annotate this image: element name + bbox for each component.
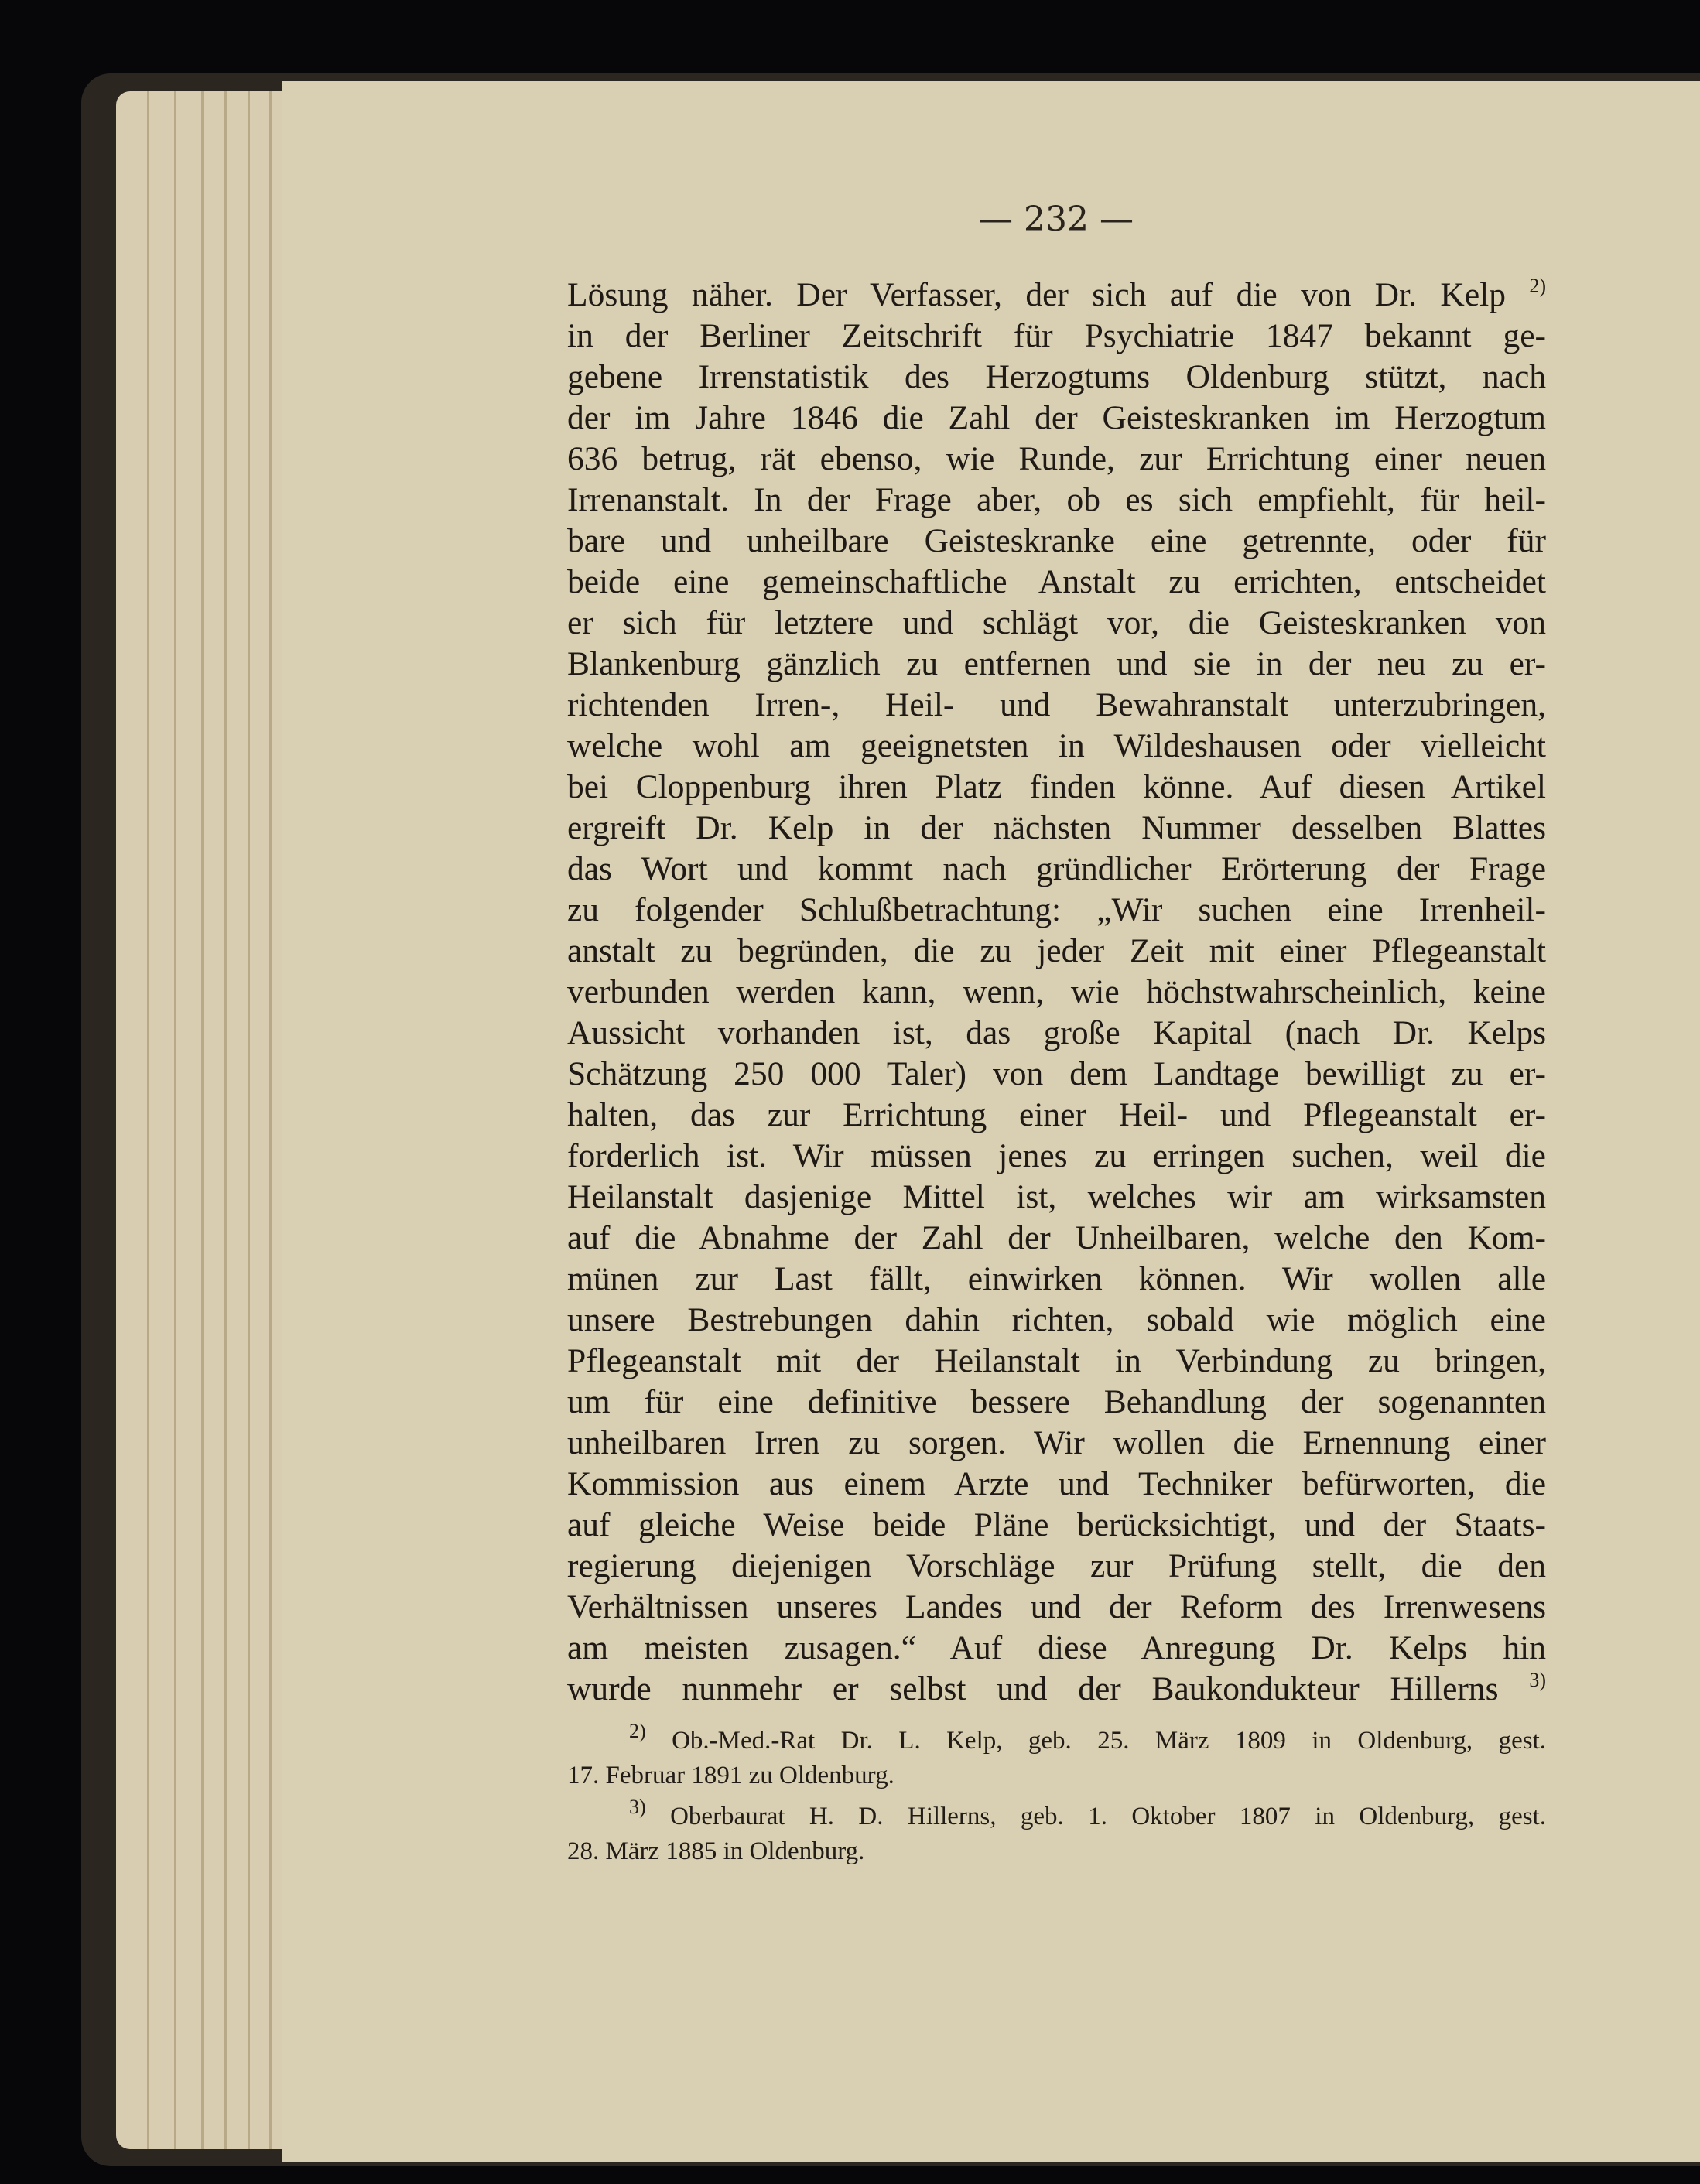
page-edge-line bbox=[174, 91, 176, 2149]
body-line: Heilanstalt dasjenige Mittel ist, welches wir am wirksamsten bbox=[567, 1178, 1546, 1215]
body-line: das Wort und kommt nach gründlicher Erörterung der Frage bbox=[567, 850, 1546, 887]
page-edge-line bbox=[147, 91, 149, 2149]
page-edge-line bbox=[224, 91, 227, 2149]
body-line: ergreift Dr. Kelp in der nächsten Nummer desselben Blattes bbox=[567, 809, 1546, 846]
body-line: beide eine gemeinschaftliche Anstalt zu errichten, entscheidet bbox=[567, 563, 1546, 600]
body-line: welche wohl am geeignetsten in Wildeshausen oder vielleicht bbox=[567, 727, 1546, 764]
body-line: verbunden werden kann, wenn, wie höchstwahrscheinlich, keine bbox=[567, 973, 1546, 1010]
body-line: Pflegeanstalt mit der Heilanstalt in Verbindung zu bringen, bbox=[567, 1342, 1546, 1379]
page-number: — 232 — bbox=[979, 200, 1134, 239]
body-line: unsere Bestrebungen dahin richten, sobald wie möglich eine bbox=[567, 1301, 1546, 1338]
page-edge-line bbox=[201, 91, 204, 2149]
footnote-2: $^{2)}$ Ob.-Med.-Rat Dr. L. Kelp, geb. 25. März 1809 in Oldenburg, gest. bbox=[629, 1720, 1547, 1755]
body-line: in der Berliner Zeitschrift für Psychiatrie 1847 bekannt ge- bbox=[567, 317, 1546, 354]
page-edge-line bbox=[248, 91, 250, 2149]
body-line: Blankenburg gänzlich zu entfernen und sie in der neu zu er- bbox=[567, 645, 1546, 682]
body-line: am meisten zusagen.“ Auf diese Anregung Dr. Kelps hin bbox=[567, 1629, 1546, 1666]
body-line: der im Jahre 1846 die Zahl der Geisteskranken im Herzogtum bbox=[567, 399, 1546, 436]
body-line: Kommission aus einem Arzte und Techniker befürworten, die bbox=[567, 1465, 1546, 1502]
body-line: Verhältnissen unseres Landes und der Reform des Irrenwesens bbox=[567, 1588, 1546, 1625]
body-line: unheilbaren Irren zu sorgen. Wir wollen die Ernennung einer bbox=[567, 1424, 1546, 1461]
footnote-3-continued: 28. März 1885 in Oldenburg. bbox=[567, 1837, 865, 1865]
body-line: forderlich ist. Wir müssen jenes zu erringen suchen, weil die bbox=[567, 1137, 1546, 1174]
body-line: anstalt zu begründen, die zu jeder Zeit mit einer Pflegeanstalt bbox=[567, 932, 1546, 969]
body-line: münen zur Last fällt, einwirken können. Wir wollen alle bbox=[567, 1260, 1546, 1297]
body-line: auf die Abnahme der Zahl der Unheilbaren, welche den Kom- bbox=[567, 1219, 1546, 1256]
page-edge-line bbox=[269, 91, 272, 2149]
body-line: Lösung näher. Der Verfasser, der sich auf die von Dr. Kelp $^{2)}$ bbox=[567, 274, 1546, 313]
footnote-marker: 3) bbox=[629, 1796, 646, 1818]
body-line: um für eine definitive bessere Behandlung der sogenannten bbox=[567, 1383, 1546, 1420]
body-line: auf gleiche Weise beide Pläne berücksichtigt, und der Staats- bbox=[567, 1506, 1546, 1543]
page-edges bbox=[116, 91, 286, 2149]
body-line: bare und unheilbare Geisteskranke eine getrennte, oder für bbox=[567, 522, 1546, 559]
footnote-ref-3: 3) bbox=[1529, 1668, 1546, 1691]
body-line: 636 betrug, rät ebenso, wie Runde, zur Errichtung einer neuen bbox=[567, 440, 1546, 477]
body-line: zu folgender Schlußbetrachtung: „Wir suchen eine Irrenheil- bbox=[567, 891, 1546, 928]
body-line: er sich für letztere und schlägt vor, die Geisteskranken von bbox=[567, 604, 1546, 641]
body-line: richtenden Irren-, Heil- und Bewahranstalt unterzubringen, bbox=[567, 686, 1546, 723]
footnote-3: $^{3)}$ Oberbaurat H. D. Hillerns, geb. 1. Oktober 1807 in Oldenburg, gest. bbox=[629, 1796, 1546, 1830]
footnotes bbox=[567, 1720, 1547, 1869]
body-line: regierung diejenigen Vorschläge zur Prüfung stellt, die den bbox=[567, 1547, 1546, 1584]
body-text bbox=[567, 275, 1546, 1710]
footnote-2-continued: 17. Februar 1891 zu Oldenburg. bbox=[567, 1762, 894, 1789]
body-line: gebene Irrenstatistik des Herzogtums Oldenburg stützt, nach bbox=[567, 358, 1546, 395]
body-line: Aussicht vorhanden ist, das große Kapital (nach Dr. Kelps bbox=[567, 1014, 1546, 1051]
body-line: Schätzung 250 000 Taler) von dem Landtage bewilligt zu er- bbox=[567, 1055, 1546, 1092]
body-line: wurde nunmehr er selbst und der Baukondukteur Hillerns $^{3)}$ bbox=[567, 1668, 1546, 1707]
footnote-marker: 2) bbox=[629, 1720, 646, 1742]
body-line: bei Cloppenburg ihren Platz finden könne. Auf diesen Artikel bbox=[567, 768, 1546, 805]
body-line: halten, das zur Errichtung einer Heil- und Pflegeanstalt er- bbox=[567, 1096, 1546, 1133]
body-line: Irrenanstalt. In der Frage aber, ob es sich empfiehlt, für heil- bbox=[567, 481, 1546, 518]
footnote-ref-2: 2) bbox=[1529, 274, 1546, 297]
